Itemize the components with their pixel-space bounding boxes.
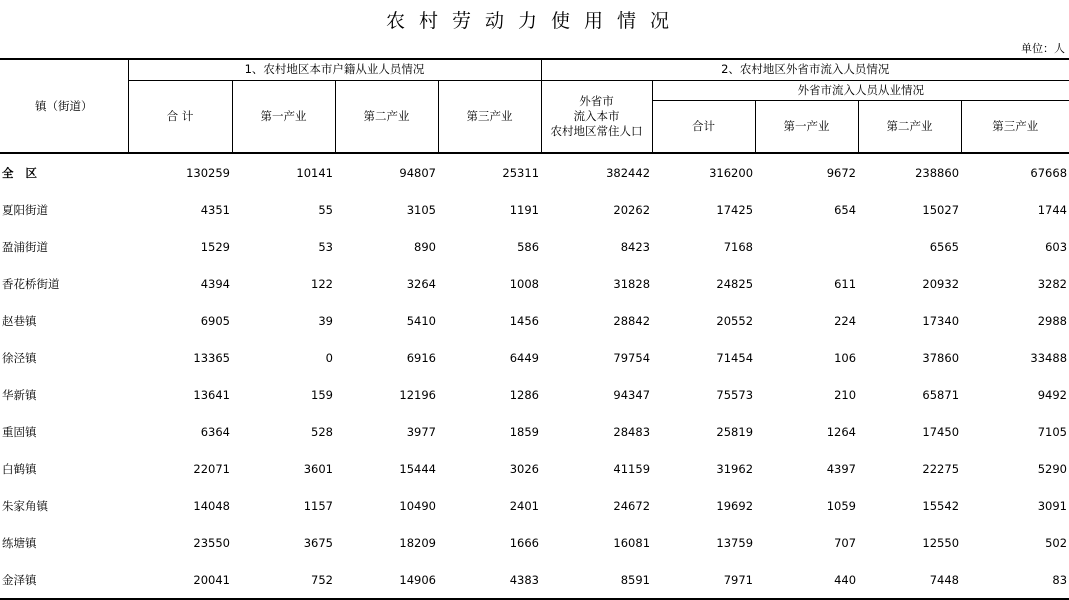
cell: 890 — [414, 239, 436, 254]
cell: 654 — [834, 202, 857, 217]
cell — [755, 228, 858, 265]
header-outside-line2: 流入本市 — [573, 108, 620, 123]
header-tertiary2: 第三产业 — [961, 100, 1069, 153]
table-row — [0, 191, 1069, 228]
cell: 18209 — [399, 535, 436, 550]
cell: 9672 — [826, 165, 857, 180]
table-row — [0, 524, 1069, 561]
table-row — [0, 228, 1069, 265]
cell: 130259 — [186, 165, 230, 180]
row-name: 白鹤镇 — [2, 461, 37, 476]
cell: 5410 — [406, 313, 436, 328]
cell: 707 — [834, 535, 857, 550]
cell: 6905 — [200, 313, 230, 328]
table-row — [0, 339, 1069, 376]
row-name: 赵巷镇 — [2, 313, 37, 328]
cell: 12196 — [399, 387, 436, 402]
header-outside-line1: 外省市 — [579, 93, 614, 108]
cell: 17340 — [922, 313, 960, 328]
cell: 159 — [311, 387, 333, 402]
cell: 1456 — [509, 313, 540, 328]
cell: 14906 — [335, 561, 438, 599]
cell: 6449 — [509, 350, 540, 365]
cell: 94807 — [399, 165, 436, 180]
cell: 7971 — [652, 561, 755, 599]
row-name: 盈浦街道 — [2, 239, 48, 254]
cell: 106 — [834, 350, 857, 365]
cell: 752 — [232, 561, 335, 599]
cell: 1666 — [509, 535, 540, 550]
cell: 1744 — [1037, 202, 1068, 217]
header-total: 合 计 — [128, 80, 232, 153]
cell: 20041 — [128, 561, 232, 599]
header-secondary2: 第二产业 — [858, 100, 961, 153]
cell: 23550 — [193, 535, 230, 550]
cell: 1059 — [826, 498, 857, 513]
cell: 1529 — [200, 239, 230, 254]
cell: 28483 — [613, 424, 651, 439]
cell: 3675 — [303, 535, 333, 550]
cell: 2988 — [1037, 313, 1068, 328]
cell: 3282 — [1037, 276, 1068, 291]
cell: 71454 — [716, 350, 754, 365]
unit-label: 单位：人 — [1021, 42, 1065, 55]
cell: 22071 — [193, 461, 230, 476]
page-title: 农村劳动力使用情况 — [385, 10, 683, 32]
header-tertiary: 第三产业 — [438, 80, 541, 153]
row-name: 重固镇 — [2, 424, 37, 439]
cell: 17450 — [922, 424, 960, 439]
row-name: 华新镇 — [2, 387, 37, 402]
cell: 15444 — [399, 461, 436, 476]
cell: 4351 — [200, 202, 230, 217]
cell: 4397 — [826, 461, 857, 476]
cell: 3091 — [1037, 498, 1068, 513]
cell: 382442 — [606, 165, 651, 180]
cell: 16081 — [613, 535, 651, 550]
table-row — [0, 265, 1069, 302]
row-name: 徐泾镇 — [2, 350, 37, 365]
cell: 603 — [1045, 239, 1068, 254]
cell: 210 — [834, 387, 857, 402]
cell: 25311 — [502, 165, 540, 180]
cell: 2401 — [509, 498, 540, 513]
cell: 0 — [325, 350, 333, 365]
cell: 1264 — [826, 424, 857, 439]
cell: 55 — [318, 202, 333, 217]
row-name: 练塘镇 — [2, 535, 37, 550]
cell: 14048 — [193, 498, 230, 513]
cell: 10141 — [296, 165, 333, 180]
cell: 528 — [311, 424, 333, 439]
cell: 7448 — [858, 561, 961, 599]
cell: 3977 — [406, 424, 436, 439]
cell: 6364 — [200, 424, 230, 439]
cell: 440 — [755, 561, 858, 599]
cell: 13641 — [193, 387, 230, 402]
cell: 3026 — [509, 461, 540, 476]
table-row — [0, 413, 1069, 450]
cell: 37860 — [922, 350, 960, 365]
cell: 6916 — [406, 350, 436, 365]
cell: 13759 — [716, 535, 754, 550]
cell: 24672 — [613, 498, 651, 513]
header-subgroup2: 外省市流入人员从业情况 — [652, 80, 1069, 100]
header-group1: 1、农村地区本市户籍从业人员情况 — [128, 59, 541, 80]
cell: 3264 — [406, 276, 436, 291]
cell: 41159 — [613, 461, 651, 476]
cell: 5290 — [1037, 461, 1068, 476]
cell: 13365 — [193, 350, 230, 365]
header-secondary: 第二产业 — [335, 80, 438, 153]
cell: 9492 — [1037, 387, 1068, 402]
cell: 79754 — [613, 350, 651, 365]
cell: 238860 — [915, 165, 960, 180]
table-row — [0, 376, 1069, 413]
cell: 316200 — [709, 165, 754, 180]
row-name: 夏阳街道 — [2, 202, 48, 217]
header-primary: 第一产业 — [232, 80, 335, 153]
cell: 67668 — [1030, 165, 1068, 180]
cell: 10490 — [399, 498, 436, 513]
cell: 94347 — [613, 387, 651, 402]
cell: 1157 — [303, 498, 333, 513]
cell: 1286 — [509, 387, 540, 402]
cell: 33488 — [1030, 350, 1068, 365]
cell: 31828 — [613, 276, 651, 291]
row-name: 金泽镇 — [0, 561, 128, 599]
cell: 502 — [1045, 535, 1068, 550]
cell: 3105 — [406, 202, 436, 217]
cell: 20932 — [922, 276, 960, 291]
cell: 22275 — [922, 461, 960, 476]
cell: 28842 — [613, 313, 651, 328]
cell: 8591 — [541, 561, 652, 599]
cell: 4383 — [438, 561, 541, 599]
row-name: 全 区 — [2, 165, 42, 180]
header-total2: 合计 — [652, 100, 755, 153]
cell: 17425 — [716, 202, 754, 217]
cell: 25819 — [716, 424, 754, 439]
cell: 3601 — [303, 461, 333, 476]
cell: 6565 — [929, 239, 960, 254]
cell: 31962 — [716, 461, 754, 476]
cell: 1859 — [509, 424, 540, 439]
table-row — [0, 450, 1069, 487]
cell: 39 — [318, 313, 333, 328]
header-primary2: 第一产业 — [755, 100, 858, 153]
row-name: 朱家角镇 — [2, 498, 48, 513]
labor-table — [0, 58, 1069, 600]
cell: 20552 — [716, 313, 754, 328]
cell: 65871 — [922, 387, 960, 402]
header-outside-residents — [541, 80, 652, 153]
cell: 611 — [834, 276, 857, 291]
table-row — [0, 153, 1069, 191]
cell: 4394 — [200, 276, 230, 291]
cell: 24825 — [716, 276, 754, 291]
cell: 75573 — [716, 387, 754, 402]
table-row — [0, 487, 1069, 524]
cell: 15542 — [922, 498, 960, 513]
cell: 1008 — [509, 276, 540, 291]
cell: 83 — [961, 561, 1069, 599]
cell: 15027 — [922, 202, 960, 217]
cell: 20262 — [613, 202, 651, 217]
table-row — [0, 561, 1069, 599]
header-town: 镇（街道） — [0, 59, 128, 153]
row-name: 香花桥街道 — [2, 276, 60, 291]
header-group2: 2、农村地区外省市流入人员情况 — [541, 59, 1069, 80]
cell: 586 — [517, 239, 540, 254]
cell: 8423 — [620, 239, 651, 254]
cell: 1191 — [509, 202, 540, 217]
table-row — [0, 302, 1069, 339]
cell: 224 — [834, 313, 857, 328]
cell: 19692 — [716, 498, 754, 513]
cell: 7105 — [1037, 424, 1068, 439]
cell: 12550 — [922, 535, 960, 550]
header-outside-line3: 农村地区常住人口 — [550, 123, 643, 138]
cell: 122 — [311, 276, 333, 291]
cell: 7168 — [723, 239, 754, 254]
cell: 53 — [318, 239, 333, 254]
